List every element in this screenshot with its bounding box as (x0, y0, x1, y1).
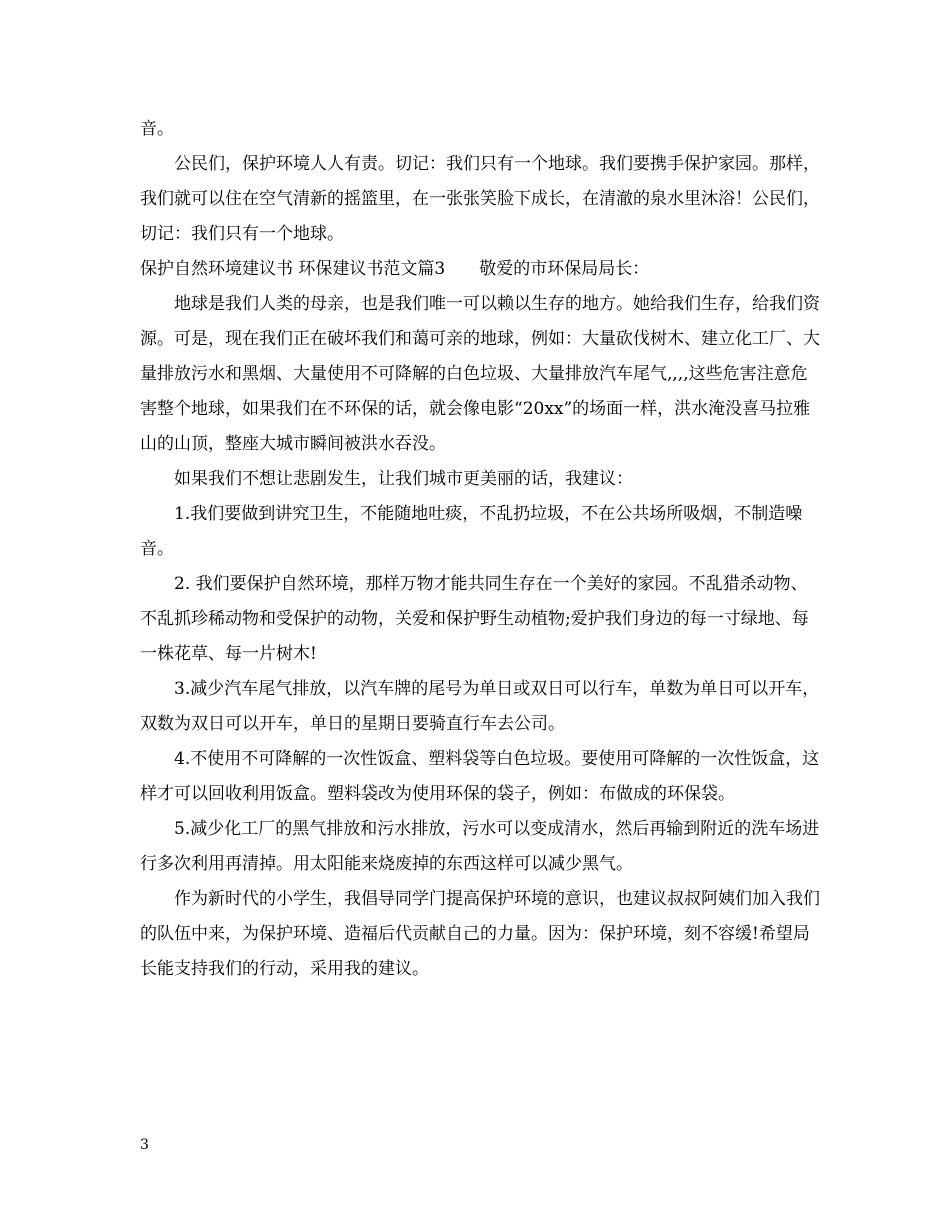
list-item-3: 3.减少汽车尾气排放，以汽车牌的尾号为单日或双日可以行车，单数为单日可以开车，双数为双日可以开车，单日的星期日要骑直行车去公司。 (140, 679, 820, 734)
paragraph-continuation: 音。 (140, 119, 174, 139)
list-item-5: 5.减少化工厂的黑气排放和污水排放，污水可以变成清水，然后再输到附近的洗车场进行多次利用再清掉。用太阳能来烧废掉的东西这样可以减少黑气。 (140, 819, 820, 874)
list-item-2: 2. 我们要保护自然环境，那样万物才能共同生存在一个美好的家园。不乱猎杀动物、不乱抓珍稀动物和受保护的动物，关爱和保护野生动植物;爱护我们身边的每一寸绿地、每一株花草、每一片树木! (140, 574, 809, 664)
list-item-1: 1.我们要做到讲究卫生，不能随地吐痰，不乱扔垃圾，不在公共场所吸烟，不制造噪音。 (140, 504, 803, 559)
page-number: 3 (140, 1137, 149, 1153)
paragraph-closing: 作为新时代的小学生，我倡导同学门提高保护环境的意识，也建议叔叔阿姨们加入我们的队伍中来，为保护环境、造福后代贡献自己的力量。因为：保护环境，刻不容缓!希望局长能支持我们的行动，采用我的建议。 (140, 889, 820, 979)
section-heading: 保护自然环境建议书 环保建议书范文篇3 敬爱的市环保局局长： (140, 259, 650, 279)
paragraph-earth: 地球是我们人类的母亲，也是我们唯一可以赖以生存的地方。她给我们生存，给我们资源。可是，现在我们正在破坏我们和蔼可亲的地球，例如：大量砍伐树木、建立化工厂、大量排放污水和黑烟、大量使用不可降解的白色垃圾、大量排放汽车尾气,,,,这些危害注意危害整个地球，如果我们在不环保的话，就会像电影“20xx”的场面一样，洪水淹没喜马拉雅山的山顶，整座大城市瞬间被洪水吞没。 (140, 294, 820, 454)
paragraph-suggestion-intro: 如果我们不想让悲剧发生，让我们城市更美丽的话，我建议： (174, 469, 633, 489)
paragraph-citizens: 公民们，保护环境人人有责。切记：我们只有一个地球。我们要携手保护家园。那样，我们就可以住在空气清新的摇篮里，在一张张笑脸下成长，在清澈的泉水里沐浴！公民们，切记：我们只有一个地球。 (140, 154, 820, 244)
document-body (140, 112, 820, 987)
list-item-4: 4.不使用不可降解的一次性饭盒、塑料袋等白色垃圾。要使用可降解的一次性饭盒，这样才可以回收利用饭盒。塑料袋改为使用环保的袋子，例如：布做成的环保袋。 (140, 749, 820, 804)
